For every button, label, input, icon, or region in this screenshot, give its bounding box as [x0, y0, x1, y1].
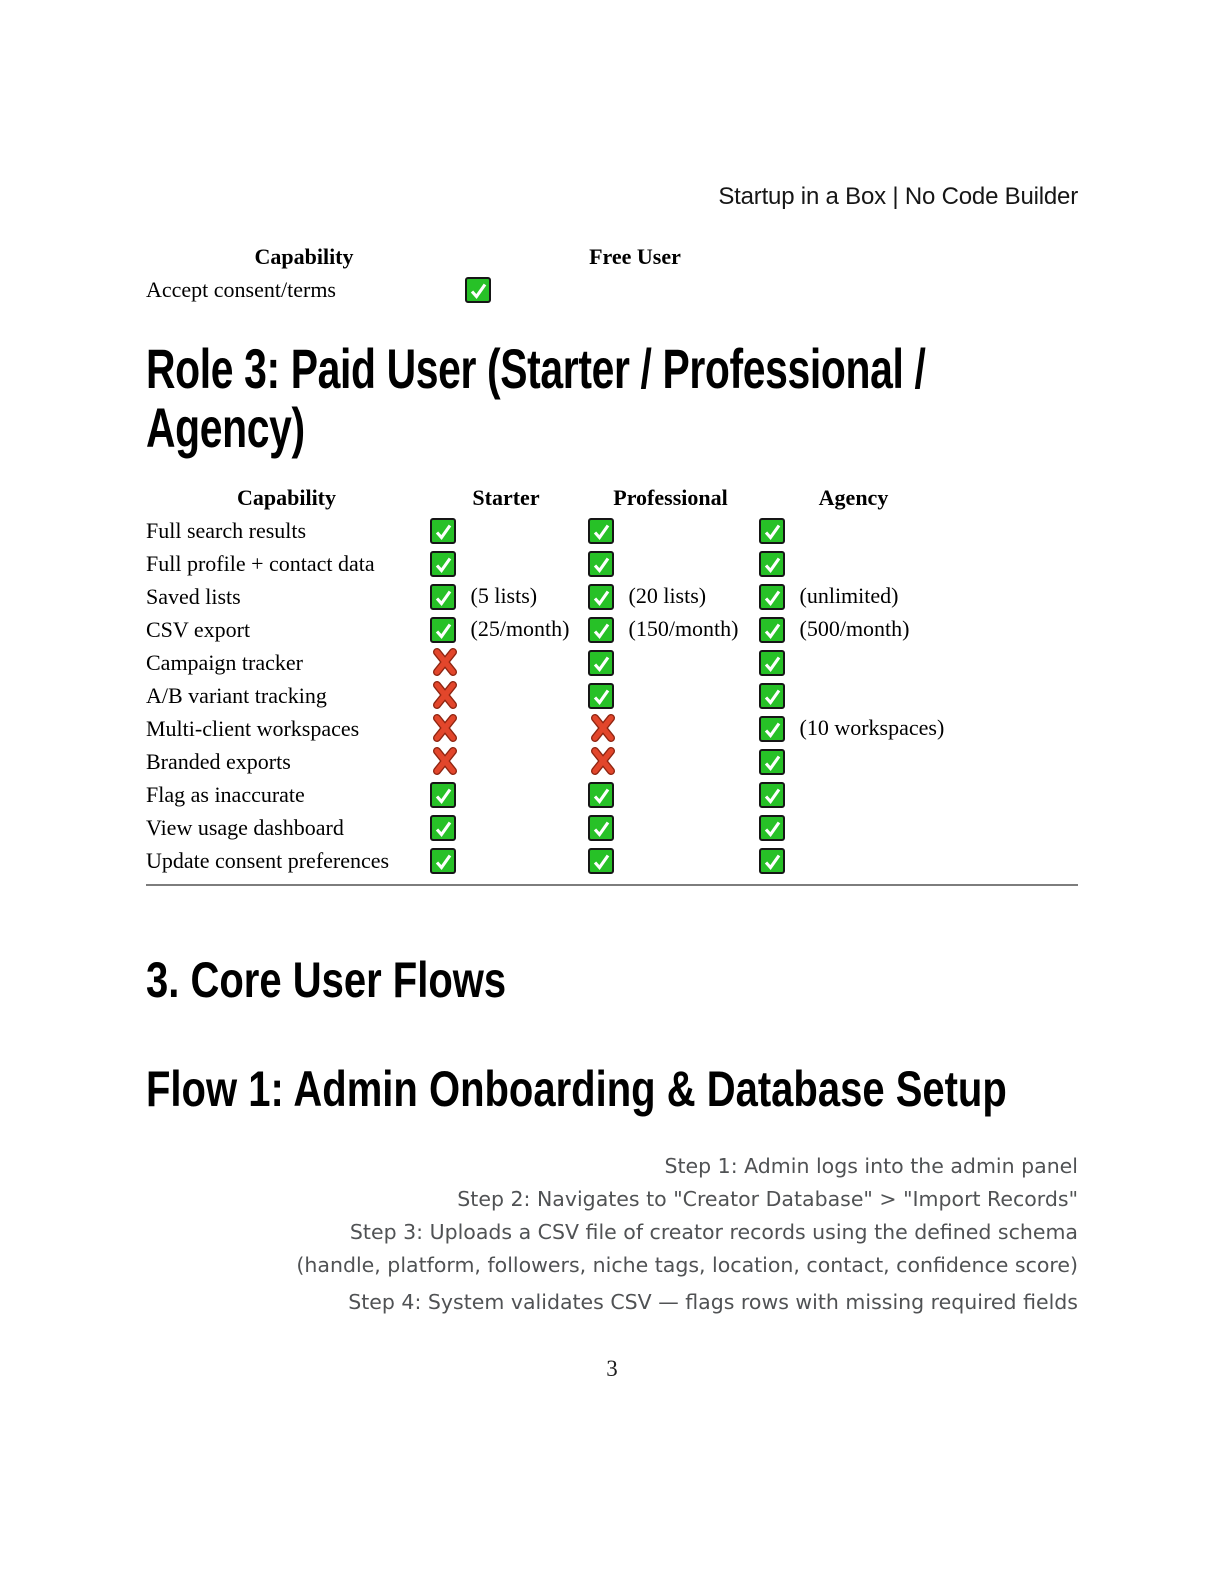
- mark-cell: [427, 547, 585, 580]
- check-icon: [759, 815, 785, 841]
- capability-label: CSV export: [146, 616, 251, 642]
- capability-label: View usage dashboard: [146, 814, 344, 840]
- mark-cell: [427, 580, 585, 613]
- flow-step-line: Step 2: Navigates to "Creator Database" > "Import Records": [457, 1187, 1078, 1211]
- column-header: Capability: [254, 243, 354, 269]
- check-icon: [430, 518, 456, 544]
- section-divider: [146, 884, 1078, 886]
- mark-note: (500/month): [799, 615, 910, 641]
- mark-cell: [585, 646, 756, 679]
- mark-cell: [427, 844, 585, 877]
- check-icon: [759, 551, 785, 577]
- check-icon: [430, 584, 456, 610]
- check-icon: [430, 815, 456, 841]
- mark-cell: [427, 646, 585, 679]
- flow-1-heading: [146, 1061, 1222, 1117]
- mark-cell: [427, 778, 585, 811]
- table-header-row: [146, 240, 808, 273]
- check-icon: [588, 683, 614, 709]
- role-3-heading: [146, 339, 1224, 457]
- check-icon: [759, 650, 785, 676]
- mark-note: (20 lists): [628, 582, 707, 608]
- table-row: [146, 580, 951, 613]
- table-row: [146, 646, 951, 679]
- check-icon: [759, 683, 785, 709]
- column-header: Starter: [472, 484, 540, 510]
- cross-icon: [430, 648, 460, 678]
- mark-cell: [427, 679, 585, 712]
- mark-cell: [585, 844, 756, 877]
- check-icon: [430, 617, 456, 643]
- check-icon: [759, 848, 785, 874]
- check-icon: [588, 551, 614, 577]
- table-row: [146, 778, 951, 811]
- mark-cell: [585, 745, 756, 778]
- mark-cell: [756, 646, 951, 679]
- mark-cell: [756, 580, 951, 613]
- table-row: [146, 712, 951, 745]
- capability-label: Accept consent/terms: [146, 276, 336, 302]
- document-header: [146, 183, 1078, 211]
- check-icon: [759, 518, 785, 544]
- mark-cell: [585, 613, 756, 646]
- flow-steps-list: [146, 1150, 1078, 1319]
- column-header: Professional: [613, 484, 728, 510]
- mark-cell: [585, 514, 756, 547]
- mark-cell: [585, 547, 756, 580]
- table-row: [146, 745, 951, 778]
- capability-label: Update consent preferences: [146, 847, 390, 873]
- check-icon: [588, 650, 614, 676]
- mark-cell: [756, 745, 951, 778]
- mark-cell: [427, 514, 585, 547]
- table-row: [146, 273, 808, 306]
- mark-cell: [427, 613, 585, 646]
- table-row: [146, 547, 951, 580]
- mark-note: (25/month): [470, 615, 570, 641]
- mark-cell: [585, 679, 756, 712]
- capability-label: Saved lists: [146, 583, 241, 609]
- mark-cell: [756, 679, 951, 712]
- cross-icon: [588, 714, 618, 744]
- cross-icon: [430, 747, 460, 777]
- mark-note: (unlimited): [799, 582, 899, 608]
- mark-cell: [756, 613, 951, 646]
- mark-cell: [585, 778, 756, 811]
- check-icon: [759, 782, 785, 808]
- mark-cell: [585, 712, 756, 745]
- capability-label: Multi-client workspaces: [146, 715, 360, 741]
- table-header-row: [146, 481, 951, 514]
- mark-cell: [462, 273, 808, 306]
- core-user-flows-heading-text: 3. Core User Flows: [146, 952, 507, 1008]
- flow-step-line: Step 4: System validates CSV — flags rows with missing required fields: [348, 1290, 1078, 1314]
- check-icon: [588, 584, 614, 610]
- mark-note: (10 workspaces): [799, 714, 945, 740]
- mark-cell: [756, 547, 951, 580]
- document-header-text: Startup in a Box | No Code Builder: [718, 183, 1078, 210]
- mark-cell: [756, 811, 951, 844]
- capability-label: Branded exports: [146, 748, 291, 774]
- capability-label: Flag as inaccurate: [146, 781, 305, 807]
- check-icon: [588, 848, 614, 874]
- cross-icon: [430, 714, 460, 744]
- cross-icon: [588, 747, 618, 777]
- check-icon: [430, 551, 456, 577]
- column-header: Free User: [589, 243, 681, 269]
- flow-step-line: Step 1: Admin logs into the admin panel: [664, 1154, 1078, 1178]
- check-icon: [588, 782, 614, 808]
- capability-label: Full profile + contact data: [146, 550, 375, 576]
- mark-cell: [427, 745, 585, 778]
- check-icon: [465, 277, 491, 303]
- column-header: Agency: [818, 484, 889, 510]
- check-icon: [588, 518, 614, 544]
- flow-step-line: (handle, platform, followers, niche tags, location, contact, confidence score): [296, 1253, 1078, 1277]
- check-icon: [759, 749, 785, 775]
- mark-cell: [756, 778, 951, 811]
- check-icon: [759, 617, 785, 643]
- free-user-capability-table: [146, 240, 808, 306]
- capability-label: Full search results: [146, 517, 307, 543]
- mark-note: (5 lists): [470, 582, 538, 608]
- mark-cell: [585, 580, 756, 613]
- mark-cell: [585, 811, 756, 844]
- column-header: Capability: [236, 484, 337, 510]
- flow-step-line: Step 3: Uploads a CSV file of creator records using the defined schema: [349, 1220, 1078, 1244]
- check-icon: [588, 617, 614, 643]
- check-icon: [430, 782, 456, 808]
- cross-icon: [430, 681, 460, 711]
- capability-label: Campaign tracker: [146, 649, 303, 675]
- flow-1-heading-text: Flow 1: Admin Onboarding & Database Setup: [146, 1061, 1007, 1117]
- table-row: [146, 514, 951, 547]
- capability-label: A/B variant tracking: [146, 682, 327, 708]
- table-row: [146, 613, 951, 646]
- mark-cell: [756, 844, 951, 877]
- check-icon: [759, 716, 785, 742]
- check-icon: [588, 815, 614, 841]
- table-row: [146, 811, 951, 844]
- page-number: 3: [606, 1356, 618, 1381]
- core-user-flows-heading: [146, 952, 596, 1008]
- role-3-heading-text: Role 3: Paid User (Starter / Professional / Agency): [146, 337, 926, 459]
- mark-cell: [427, 811, 585, 844]
- paid-user-capability-table: [146, 481, 951, 877]
- table-row: [146, 679, 951, 712]
- mark-cell: [756, 712, 951, 745]
- mark-cell: [756, 514, 951, 547]
- check-icon: [430, 848, 456, 874]
- mark-cell: [427, 712, 585, 745]
- mark-note: (150/month): [628, 615, 739, 641]
- table-row: [146, 844, 951, 877]
- check-icon: [759, 584, 785, 610]
